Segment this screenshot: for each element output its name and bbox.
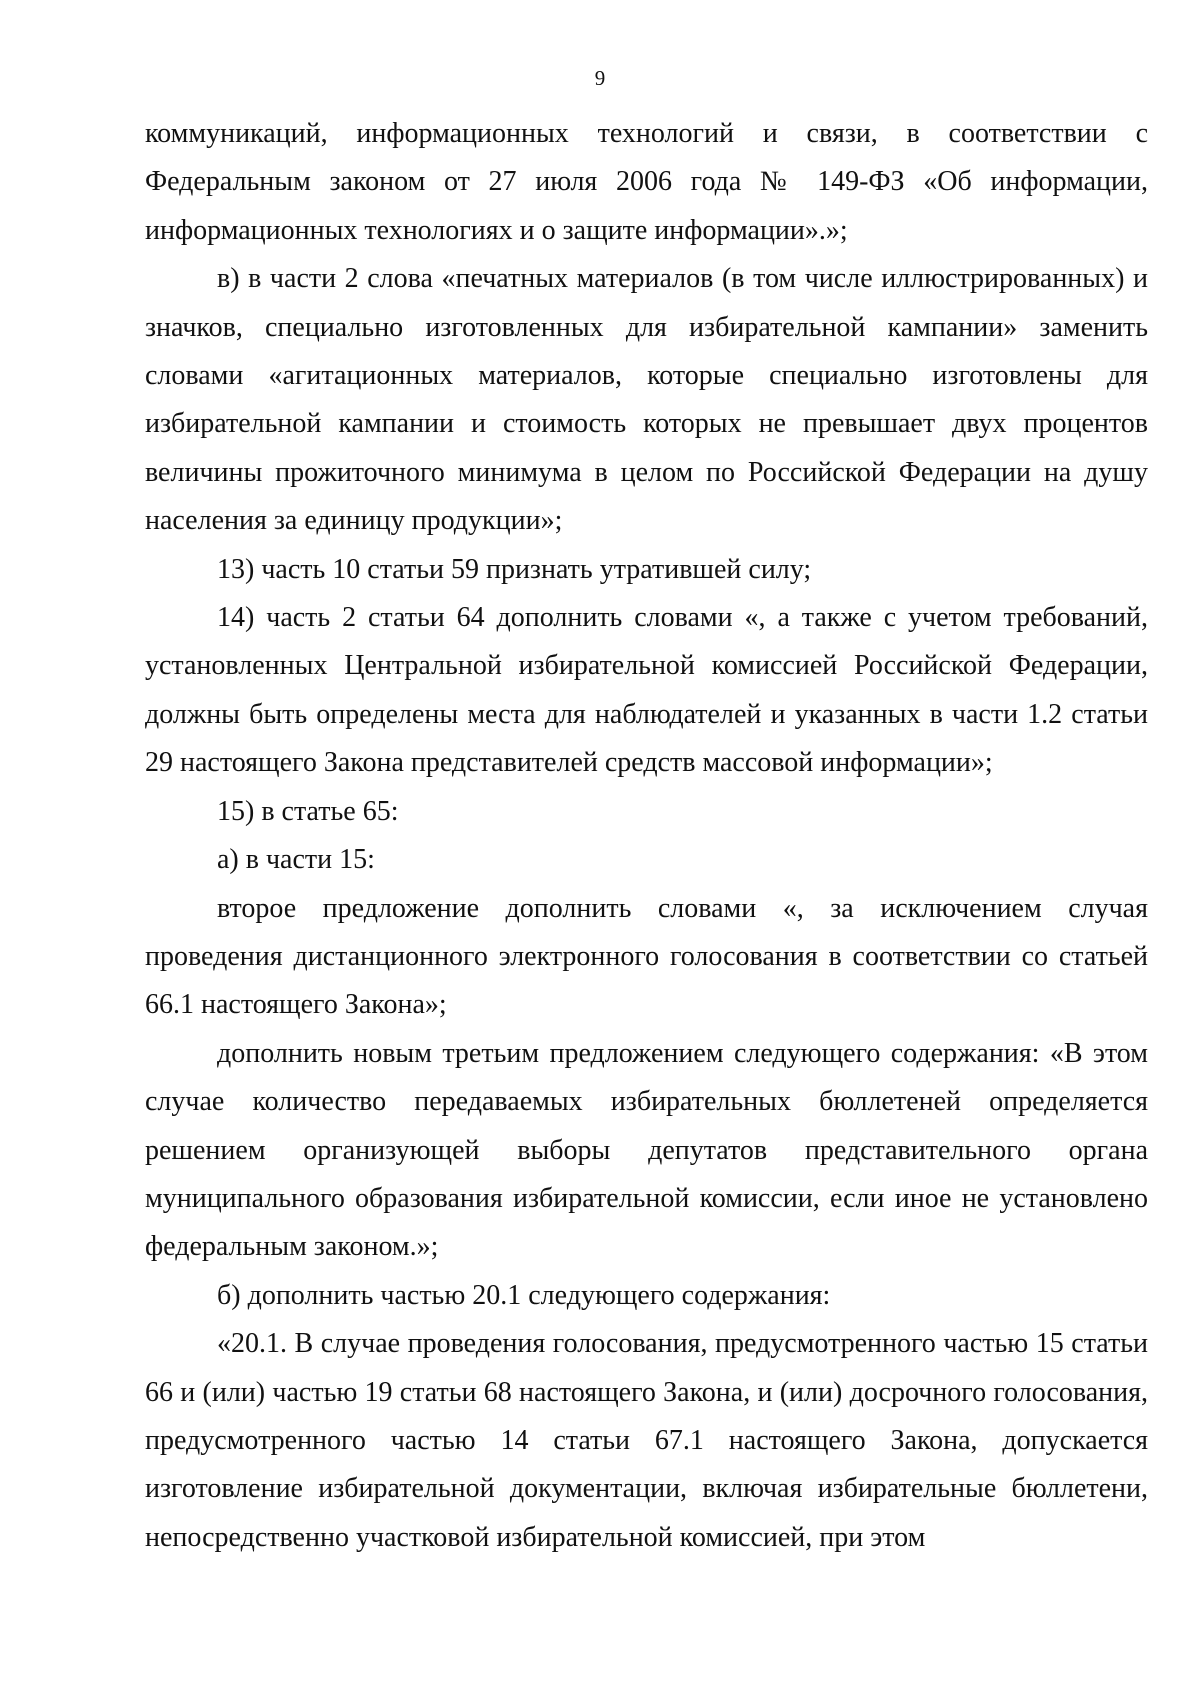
document-body xyxy=(145,110,1148,1562)
page-number: 9 xyxy=(594,66,606,90)
paragraph-subitem-a: а) в части 15: xyxy=(217,844,375,876)
paragraph-item-14: 14) часть 2 статьи 64 дополнить словами «, а также с учетом требований, установленных Центральной избирательной комиссией Российской Федерации, должны быть определены места для наблюдателей и указанных в части 1.2 статьи 29 настоящего Закона представителей средств массовой информации»; xyxy=(145,602,1148,779)
paragraph-second-sentence: второе предложение дополнить словами «, за исключением случая проведения дистанционного электронного голосования в соответствии со статьей 66.1 настоящего Закона»; xyxy=(145,892,1148,1021)
paragraph-third-sentence: дополнить новым третьим предложением следующего содержания: «В этом случае количество передаваемых избирательных бюллетеней определяется решением организующей выборы депутатов представительного органа муниципального образования избирательной комиссии, если иное не установлено федеральным законом.»; xyxy=(145,1037,1148,1263)
paragraph-continuation: коммуникаций, информационных технологий и связи, в соответствии с Федеральным законом от 27 июля 2006 года № 149-ФЗ «Об информации, информационных технологиях и о защите информации».»; xyxy=(145,118,1148,246)
paragraph-subitem-b: б) дополнить частью 20.1 следующего содержания: xyxy=(217,1279,831,1311)
paragraph-item-v: в) в части 2 слова «печатных материалов (в том числе иллюстрированных) и значков, специально изготовленных для избирательной кампании» заменить словами «агитационных материалов, которые специально изготовлены для избирательной кампании и стоимость которых не превышает двух процентов величины прожиточного минимума в целом по Российской Федерации на душу населения за единицу продукции»; xyxy=(145,263,1148,537)
paragraph-item-13: 13) часть 10 статьи 59 признать утратившей силу; xyxy=(217,553,812,585)
paragraph-part-20-1: «20.1. В случае проведения голосования, предусмотренного частью 15 статьи 66 и (или) частью 19 статьи 68 настоящего Закона, и (или) досрочного голосования, предусмотренного частью 14 статьи 67.1 настоящего Закона, допускается изготовление избирательной документации, включая избирательные бюллетени, непосредственно участковой избирательной комиссией, при этом xyxy=(145,1328,1148,1553)
paragraph-item-15: 15) в статье 65: xyxy=(217,795,399,827)
